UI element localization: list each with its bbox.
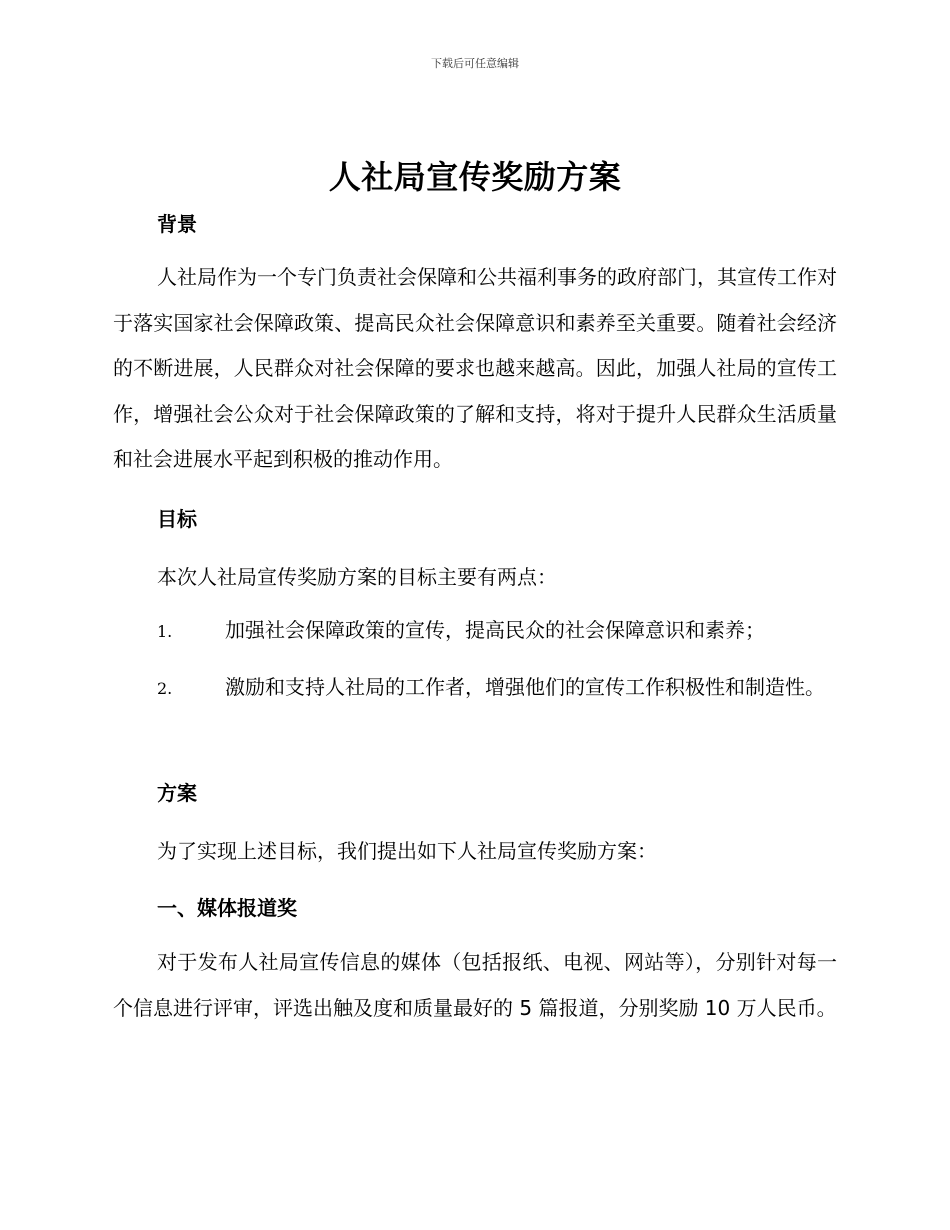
media-award-paragraph: 对于发布人社局宣传信息的媒体（包括报纸、电视、网站等），分别针对每一个信息进行评审，评选出触及度和质量最好的 5 篇报道，分别奖励 10 万人民币。 <box>113 950 837 1020</box>
background-paragraph: 人社局作为一个专门负责社会保障和公共福利事务的政府部门，其宣传工作对于落实国家社会保障政策、提高民众社会保障意识和素养至关重要。随着社会经济的不断进展，人民群众对社会保障的要求也越来越高。因此，加强人社局的宣传工作，增强社会公众对于社会保障政策的了解和支持，将对于提升人民群众生活质量和社会进展水平起到积极的推动作用。 <box>113 265 837 471</box>
plan-intro: 为了实现上述目标，我们提出如下人社局宣传奖励方案： <box>157 839 657 863</box>
list-number: 2. <box>157 679 173 698</box>
document-title: 人社局宣传奖励方案 <box>328 158 622 196</box>
list-text: 加强社会保障政策的宣传，提高民众的社会保障意识和素养； <box>225 618 765 642</box>
goal-list-item <box>113 665 837 712</box>
list-text: 激励和支持人社局的工作者，增强他们的宣传工作积极性和制造性。 <box>225 675 825 699</box>
section-heading-background: 背景 <box>157 212 197 236</box>
section-heading-goal: 目标 <box>157 507 197 531</box>
section-heading-media-award: 一、媒体报道奖 <box>157 896 297 920</box>
list-number: 1. <box>157 622 173 641</box>
section-heading-plan: 方案 <box>157 781 197 805</box>
goal-list-item <box>113 608 837 655</box>
header-note: 下载后可任意编辑 <box>431 57 519 70</box>
goal-intro: 本次人社局宣传奖励方案的目标主要有两点： <box>157 565 557 589</box>
